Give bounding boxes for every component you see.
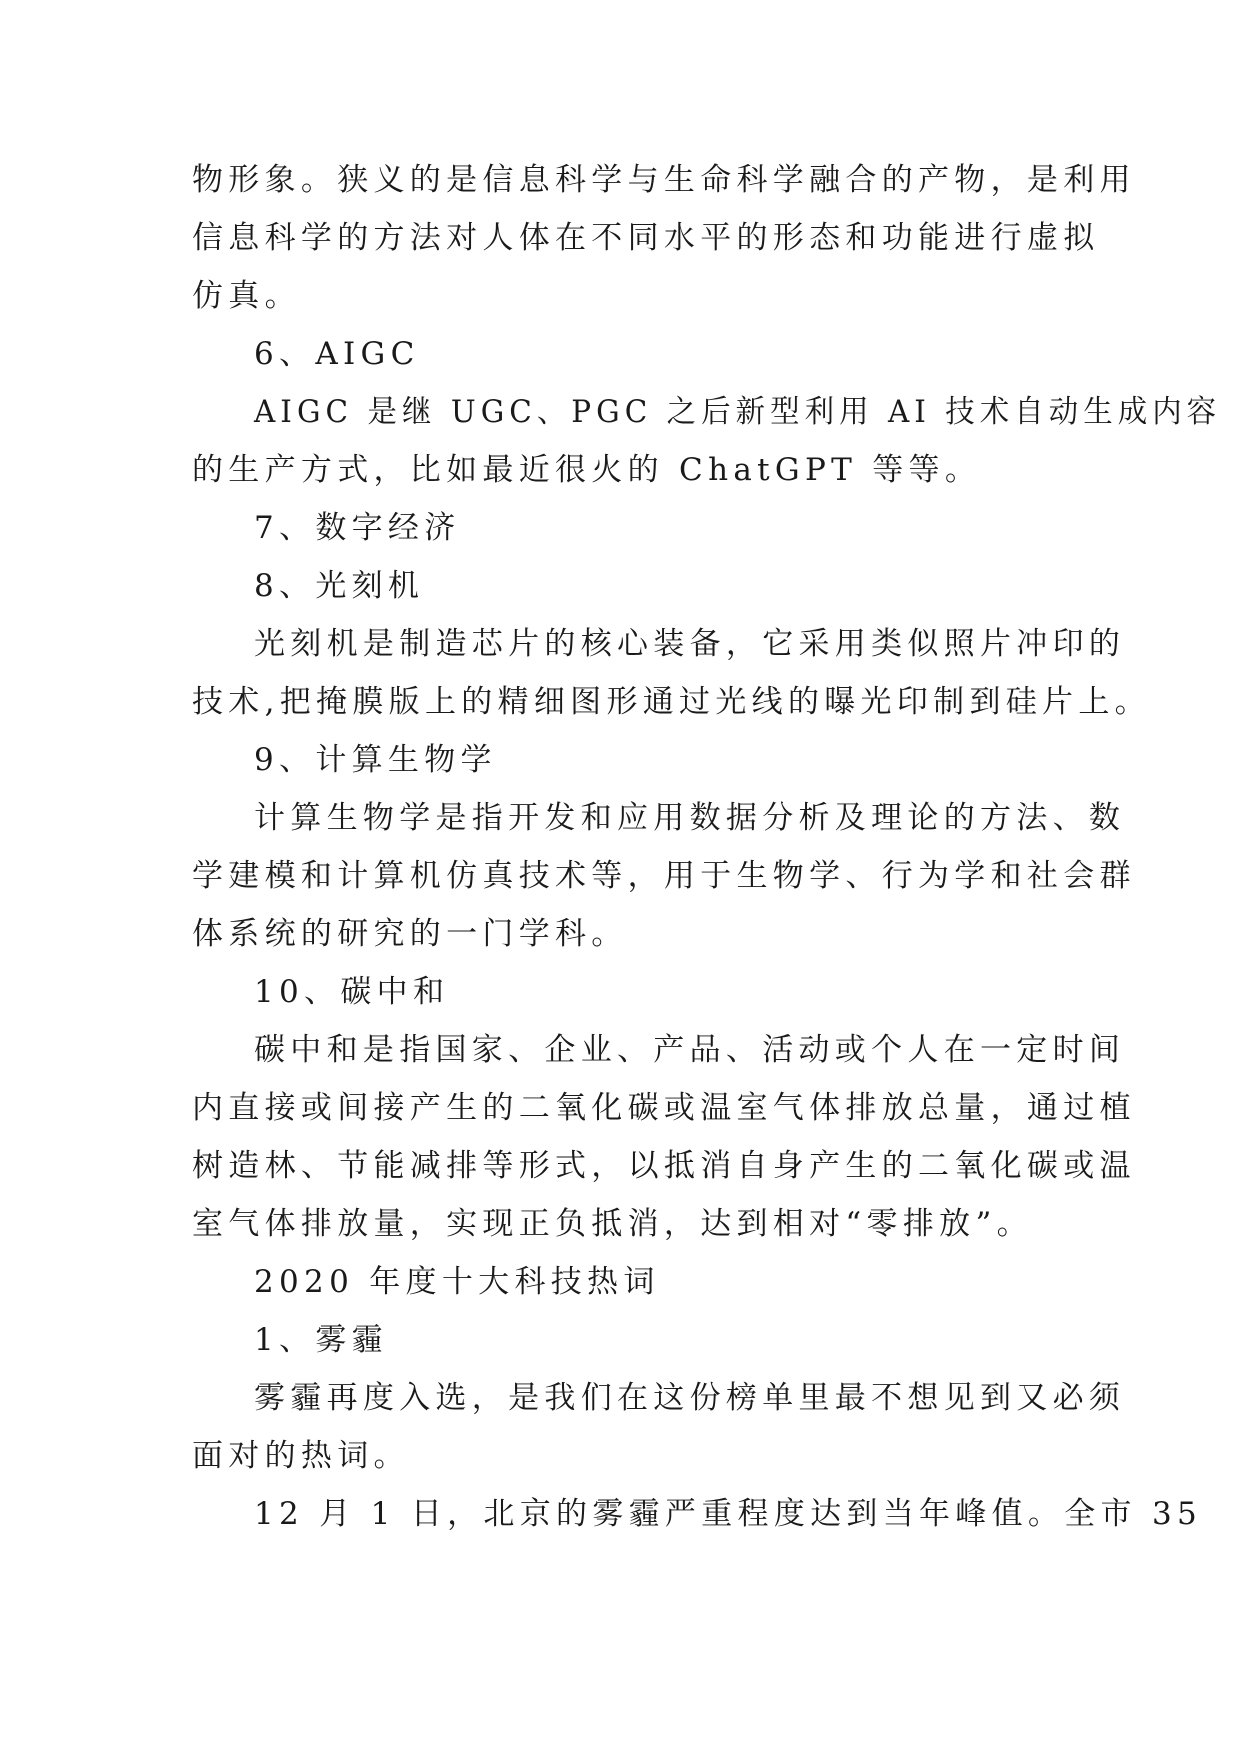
text-line: 的生产方式，比如最近很火的 ChatGPT 等等。: [192, 452, 982, 488]
text-line: 面对的热词。: [192, 1438, 410, 1474]
text-line: 碳中和是指国家、企业、产品、活动或个人在一定时间: [254, 1032, 1126, 1068]
section-heading-aigc: 6、AIGC: [254, 336, 420, 372]
section-heading-smog: 1、雾霾: [254, 1322, 388, 1358]
text-line: AIGC 是继 UGC、PGC 之后新型利用 AI 技术自动生成内容: [254, 394, 1222, 430]
text-line: 雾霾再度入选，是我们在这份榜单里最不想见到又必须: [254, 1380, 1126, 1416]
text-line: 计算生物学是指开发和应用数据分析及理论的方法、数: [254, 800, 1126, 836]
text-line: 体系统的研究的一门学科。: [192, 916, 628, 952]
text-line: 技术,把掩膜版上的精细图形通过光线的曝光印制到硅片上。: [192, 684, 1151, 720]
text-line: 仿真。: [192, 278, 301, 314]
text-line: 光刻机是制造芯片的核心装备，它采用类似照片冲印的: [254, 626, 1126, 662]
section-heading-carbon-neutral: 10、碳中和: [254, 974, 450, 1010]
section-title-2020: 2020 年度十大科技热词: [254, 1264, 660, 1300]
text-line: 物形象。狭义的是信息科学与生命科学融合的产物，是利用: [192, 162, 1136, 198]
text-line: 信息科学的方法对人体在不同水平的形态和功能进行虚拟: [192, 220, 1100, 256]
section-heading-digital-economy: 7、数字经济: [254, 510, 461, 546]
text-line: 学建模和计算机仿真技术等，用于生物学、行为学和社会群: [192, 858, 1136, 894]
section-heading-computational-biology: 9、计算生物学: [254, 742, 497, 778]
section-heading-lithography: 8、光刻机: [254, 568, 425, 604]
text-line: 12 月 1 日，北京的雾霾严重程度达到当年峰值。全市 35: [254, 1496, 1203, 1532]
text-line: 室气体排放量，实现正负抵消，达到相对“零排放”。: [192, 1206, 1033, 1242]
text-line: 树造林、节能减排等形式，以抵消自身产生的二氧化碳或温: [192, 1148, 1136, 1184]
text-line: 内直接或间接产生的二氧化碳或温室气体排放总量，通过植: [192, 1090, 1136, 1126]
